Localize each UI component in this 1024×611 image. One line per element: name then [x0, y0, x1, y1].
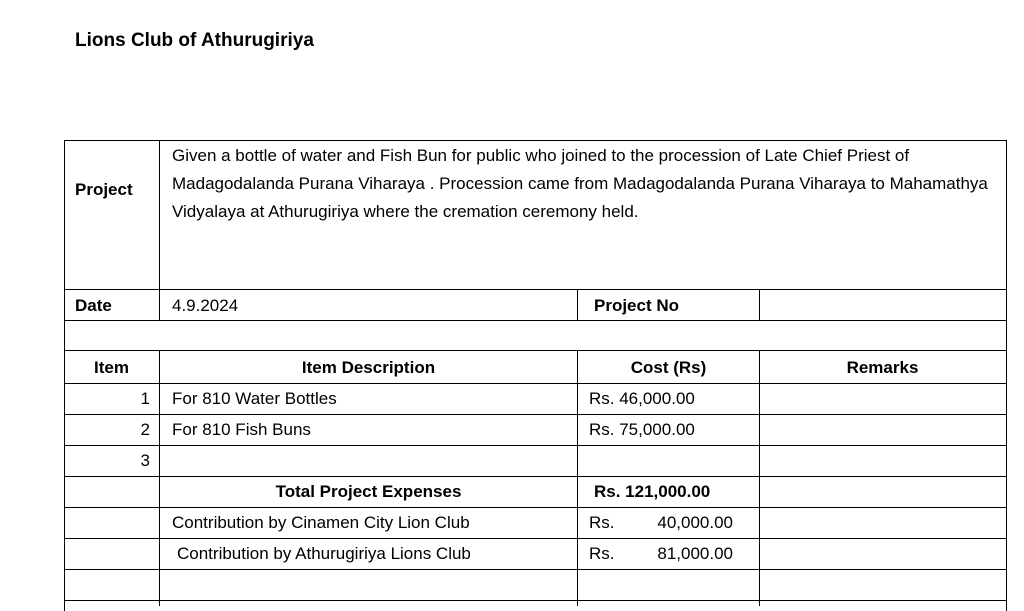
total-value: Rs. 121,000.00 — [594, 482, 711, 501]
contribution-currency: Rs. — [589, 513, 615, 532]
contribution-amount: 40,000.00 — [657, 513, 733, 532]
contribution-amount: 81,000.00 — [657, 544, 733, 563]
header-remarks: Remarks — [846, 358, 919, 377]
header-cost: Cost (Rs) — [630, 358, 707, 377]
project-label: Project — [75, 180, 133, 199]
project-description: Given a bottle of water and Fish Bun for public who joined to the procession of Late Chief Priest of Madagodalanda Purana Viharaya . Procession came from Madagodalanda Purana Viharaya to Mahamathya Vidyalaya at Athurugiriya where the cremation ceremony held. — [172, 146, 988, 221]
item-number: 1 — [140, 389, 150, 408]
item-description: For 810 Water Bottles — [172, 389, 337, 408]
item-cost: Rs. 75,000.00 — [589, 420, 695, 439]
item-description: For 810 Fish Buns — [172, 420, 311, 439]
row-divider — [64, 445, 1006, 446]
contribution-label: Contribution by Cinamen City Lion Club — [172, 513, 470, 532]
contribution-label: Contribution by Athurugiriya Lions Club — [177, 544, 471, 563]
column-divider — [577, 350, 578, 606]
total-label: Total Project Expenses — [275, 482, 462, 501]
item-cost: Rs. 46,000.00 — [589, 389, 695, 408]
column-divider — [759, 350, 760, 606]
header-item: Item — [94, 358, 129, 377]
project-no-label: Project No — [594, 296, 680, 315]
column-divider — [577, 289, 578, 320]
date-value: 4.9.2024 — [172, 296, 239, 315]
page-title: Lions Club of Athurugiriya — [75, 30, 314, 51]
date-label: Date — [75, 296, 112, 315]
header-description: Item Description — [301, 358, 436, 377]
row-divider — [64, 350, 1006, 351]
item-number: 3 — [140, 451, 150, 470]
row-divider — [64, 600, 1006, 601]
row-divider — [64, 569, 1006, 570]
column-divider — [759, 289, 760, 320]
item-number: 2 — [140, 420, 150, 439]
column-divider — [159, 140, 160, 320]
contribution-currency: Rs. — [589, 544, 615, 563]
